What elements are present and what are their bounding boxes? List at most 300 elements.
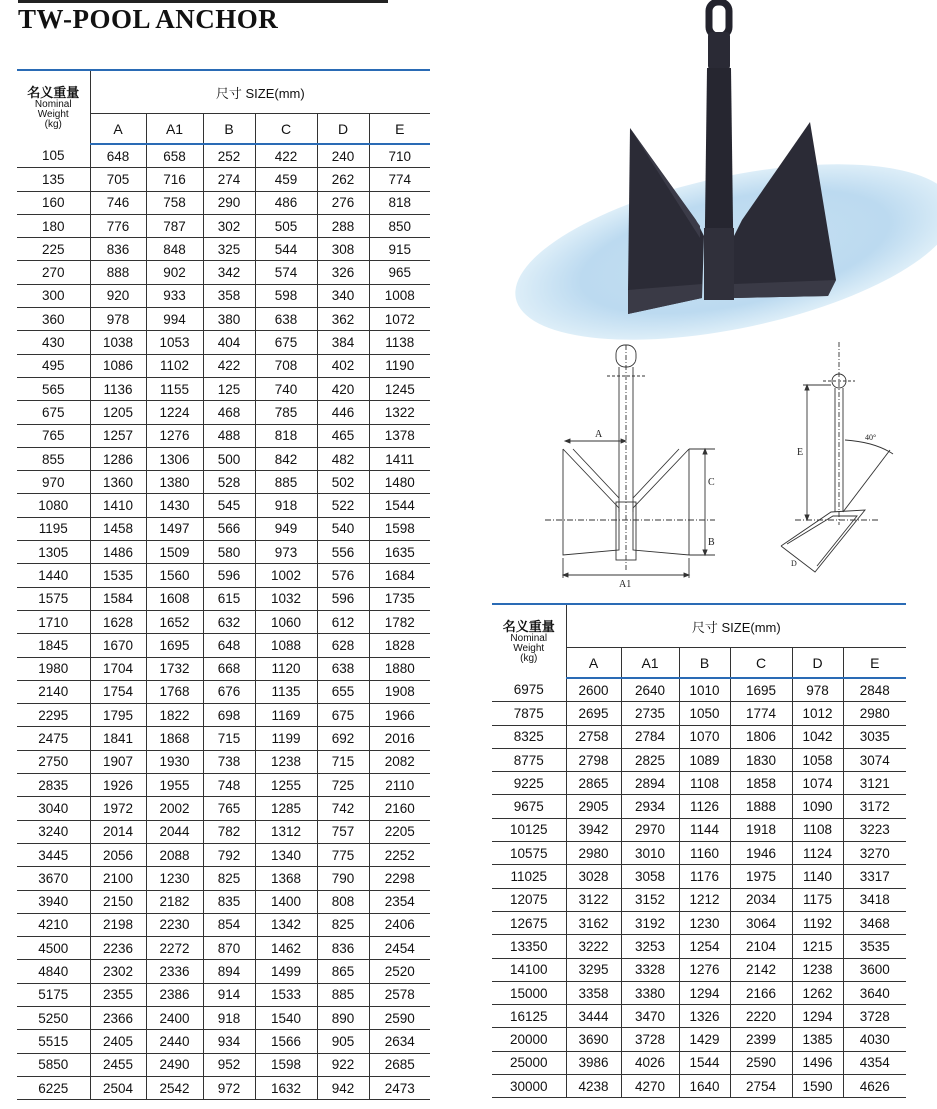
size-cell: 1695 [146,634,203,657]
size-cell: 2205 [369,820,430,843]
size-cell: 2056 [90,843,146,866]
size-cell: 1286 [90,447,146,470]
anchor-body [628,2,836,314]
size-cell: 2405 [90,1030,146,1053]
size-cell: 2272 [146,937,203,960]
table-row [17,354,430,377]
size-cell: 2934 [621,795,679,818]
table-row [492,888,906,911]
table-row [492,748,906,771]
size-cell: 2160 [369,797,430,820]
size-cell: 775 [317,843,369,866]
size-cell: 1540 [255,1006,317,1029]
weight-header-en1: Nominal [34,98,72,110]
size-cell: 3418 [843,888,906,911]
table-row [17,913,430,936]
size-cell: 274 [203,168,255,191]
size-cell: 1245 [369,377,430,400]
size-cell: 1322 [369,401,430,424]
table-row [17,168,430,191]
weight-cell: 10575 [492,842,566,865]
weight-cell: 1710 [17,610,90,633]
size-cell: 262 [317,168,369,191]
size-cell: 1126 [679,795,730,818]
table-row [492,818,906,841]
size-cell: 1090 [792,795,843,818]
size-cell: 850 [369,214,430,237]
size-cell: 1640 [679,1075,730,1098]
table-row [17,541,430,564]
table-row [17,1053,430,1076]
size-cell: 2590 [369,1006,430,1029]
size-cell: 1975 [730,865,792,888]
size-cell: 638 [317,657,369,680]
size-cell: 1215 [792,935,843,958]
anchor-dimension-drawing [535,340,905,590]
table-row [17,983,430,1006]
size-cell: 3064 [730,911,792,934]
size-cell: 952 [203,1053,255,1076]
size-cell: 918 [255,494,317,517]
size-cell: 2220 [730,1005,792,1028]
size-cell: 2848 [843,678,906,702]
size-cell: 1089 [679,748,730,771]
size-cell: 2355 [90,983,146,1006]
size-cell: 1120 [255,657,317,680]
size-cell: 972 [203,1076,255,1099]
size-cell: 2980 [566,842,621,865]
table-row [17,284,430,307]
size-cell: 890 [317,1006,369,1029]
size-cell: 1411 [369,447,430,470]
table-row [17,308,430,331]
size-cell: 1124 [792,842,843,865]
size-cell: 1462 [255,937,317,960]
weight-cell: 1195 [17,517,90,540]
size-cell: 842 [255,447,317,470]
size-cell: 2542 [146,1076,203,1099]
size-cell: 676 [203,680,255,703]
weight-cell: 12075 [492,888,566,911]
size-cell: 1735 [369,587,430,610]
size-cell: 3035 [843,725,906,748]
size-cell: 574 [255,261,317,284]
table-row [17,424,430,447]
weight-cell: 565 [17,377,90,400]
size-cell: 422 [203,354,255,377]
size-cell: 2894 [621,772,679,795]
size-cell: 675 [317,704,369,727]
size-cell: 4270 [621,1075,679,1098]
size-cell: 3028 [566,865,621,888]
table-row [17,634,430,657]
size-cell: 1294 [679,981,730,1004]
size-cell: 922 [317,1053,369,1076]
size-cell: 340 [317,284,369,307]
size-cell: 1176 [679,865,730,888]
size-cell: 3192 [621,911,679,934]
weight-cell: 2295 [17,704,90,727]
size-cell: 1652 [146,610,203,633]
spec-table-1-body [17,144,430,1100]
size-cell: 1868 [146,727,203,750]
col-header-2-c: C [730,648,792,679]
size-cell: 758 [146,191,203,214]
size-cell: 2400 [146,1006,203,1029]
weight-cell: 2475 [17,727,90,750]
size-cell: 482 [317,447,369,470]
size-cell: 1070 [679,725,730,748]
size-cell: 1175 [792,888,843,911]
size-cell: 1074 [792,772,843,795]
size-cell: 1926 [90,774,146,797]
size-cell: 502 [317,471,369,494]
table-row [17,471,430,494]
size-cell: 1830 [730,748,792,771]
size-cell: 2504 [90,1076,146,1099]
size-cell: 2454 [369,937,430,960]
size-cell: 2016 [369,727,430,750]
size-cell: 2490 [146,1053,203,1076]
size-cell: 1135 [255,680,317,703]
size-cell: 468 [203,401,255,424]
table-row [492,1075,906,1098]
size-cell: 2014 [90,820,146,843]
size-cell: 1385 [792,1028,843,1051]
table-row [492,981,906,1004]
size-cell: 1224 [146,401,203,424]
size-cell: 1230 [679,911,730,934]
size-cell: 1088 [255,634,317,657]
size-cell: 500 [203,447,255,470]
size-cell: 708 [255,354,317,377]
table-row [17,960,430,983]
size-cell: 2236 [90,937,146,960]
weight-cell: 2140 [17,680,90,703]
size-cell: 2142 [730,958,792,981]
dim-label-angle: 40° [865,433,877,442]
size-cell: 885 [255,471,317,494]
size-cell: 1140 [792,865,843,888]
size-cell: 1590 [792,1075,843,1098]
size-cell: 1199 [255,727,317,750]
size-cell: 125 [203,377,255,400]
size-cell: 3172 [843,795,906,818]
size-cell: 2735 [621,702,679,725]
size-cell: 1908 [369,680,430,703]
size-cell: 776 [90,214,146,237]
weight-cell: 10125 [492,818,566,841]
size-cell: 4030 [843,1028,906,1051]
size-cell: 1326 [679,1005,730,1028]
size-cell: 1774 [730,702,792,725]
size-cell: 757 [317,820,369,843]
size-cell: 825 [317,913,369,936]
size-cell: 1410 [90,494,146,517]
size-cell: 522 [317,494,369,517]
size-cell: 488 [203,424,255,447]
size-cell: 738 [203,750,255,773]
size-cell: 2298 [369,867,430,890]
col-header-2-b: B [679,648,730,679]
col-header-2-d: D [792,648,843,679]
weight-cell: 5175 [17,983,90,1006]
size-cell: 2110 [369,774,430,797]
size-cell: 288 [317,214,369,237]
size-cell: 615 [203,587,255,610]
size-cell: 1544 [679,1051,730,1074]
size-cell: 2150 [90,890,146,913]
size-cell: 668 [203,657,255,680]
size-cell: 3253 [621,935,679,958]
weight-cell: 9225 [492,772,566,795]
table-row [492,865,906,888]
size-cell: 894 [203,960,255,983]
size-cell: 1670 [90,634,146,657]
size-cell: 2104 [730,935,792,958]
size-cell: 1008 [369,284,430,307]
size-cell: 854 [203,913,255,936]
size-cell: 2399 [730,1028,792,1051]
table-row [17,727,430,750]
size-cell: 1155 [146,377,203,400]
size-cell: 325 [203,238,255,261]
size-cell: 612 [317,610,369,633]
size-cell: 1795 [90,704,146,727]
weight-cell: 7875 [492,702,566,725]
weight-header-unit: (kg) [44,118,62,130]
size-cell: 486 [255,191,317,214]
size-cell: 446 [317,401,369,424]
size-cell: 2082 [369,750,430,773]
size-cell: 675 [255,331,317,354]
size-cell: 1458 [90,517,146,540]
size-cell: 1828 [369,634,430,657]
size-cell: 1566 [255,1030,317,1053]
table-row [17,774,430,797]
size-cell: 4026 [621,1051,679,1074]
size-cell: 3122 [566,888,621,911]
size-cell: 402 [317,354,369,377]
size-cell: 4354 [843,1051,906,1074]
weight-cell: 5850 [17,1053,90,1076]
weight-cell: 3040 [17,797,90,820]
size-cell: 384 [317,331,369,354]
table-row [17,680,430,703]
weight-cell: 360 [17,308,90,331]
weight-cell: 160 [17,191,90,214]
size-cell: 302 [203,214,255,237]
table-row [17,750,430,773]
table-row [17,401,430,424]
size-cell: 1782 [369,610,430,633]
weight-cell: 4210 [17,913,90,936]
size-cell: 3728 [843,1005,906,1028]
size-cell: 566 [203,517,255,540]
size-cell: 3010 [621,842,679,865]
size-cell: 3222 [566,935,621,958]
size-cell: 545 [203,494,255,517]
size-cell: 3470 [621,1005,679,1028]
size-cell: 3358 [566,981,621,1004]
weight-header-2-en2: Weight [513,642,545,654]
size-cell: 710 [369,144,430,168]
spec-table-2-body [492,678,906,1098]
size-cell: 2980 [843,702,906,725]
size-cell: 818 [369,191,430,214]
size-cell: 2758 [566,725,621,748]
size-cell: 1102 [146,354,203,377]
size-cell: 2034 [730,888,792,911]
size-cell: 1632 [255,1076,317,1099]
size-cell: 2600 [566,678,621,702]
size-cell: 1212 [679,888,730,911]
size-cell: 774 [369,168,430,191]
size-cell: 808 [317,890,369,913]
size-cell: 915 [369,238,430,261]
size-cell: 632 [203,610,255,633]
size-cell: 2865 [566,772,621,795]
weight-cell: 5515 [17,1030,90,1053]
size-cell: 1806 [730,725,792,748]
dim-label-e: E [797,447,804,458]
size-cell: 1400 [255,890,317,913]
size-cell: 2685 [369,1053,430,1076]
size-cell: 1378 [369,424,430,447]
size-cell: 2100 [90,867,146,890]
page-title: TW-POOL ANCHOR [18,4,279,34]
table-row [17,867,430,890]
size-cell: 4238 [566,1075,621,1098]
size-cell: 1190 [369,354,430,377]
table-row [17,494,430,517]
size-cell: 2695 [566,702,621,725]
size-cell: 2455 [90,1053,146,1076]
table-row [17,657,430,680]
table-row [17,937,430,960]
size-cell: 836 [317,937,369,960]
size-cell: 1918 [730,818,792,841]
size-cell: 380 [203,308,255,331]
size-cell: 2970 [621,818,679,841]
table-row [17,1006,430,1029]
table-row [17,261,430,284]
size-cell: 836 [90,238,146,261]
weight-cell: 8775 [492,748,566,771]
size-cell: 1368 [255,867,317,890]
size-cell: 2905 [566,795,621,818]
size-cell: 1053 [146,331,203,354]
size-cell: 2590 [730,1051,792,1074]
size-cell: 1695 [730,678,792,702]
size-cell: 1544 [369,494,430,517]
size-cell: 1955 [146,774,203,797]
table-row [492,1028,906,1051]
size-cell: 705 [90,168,146,191]
size-cell: 3328 [621,958,679,981]
size-cell: 1841 [90,727,146,750]
size-cell: 342 [203,261,255,284]
weight-cell: 2750 [17,750,90,773]
size-cell: 252 [203,144,255,168]
size-cell: 358 [203,284,255,307]
weight-cell: 1845 [17,634,90,657]
size-cell: 638 [255,308,317,331]
size-cell: 1486 [90,541,146,564]
size-cell: 3444 [566,1005,621,1028]
size-cell: 576 [317,564,369,587]
size-cell: 2754 [730,1075,792,1098]
col-header-a1: A1 [146,114,203,145]
size-cell: 1496 [792,1051,843,1074]
size-cell: 3728 [621,1028,679,1051]
table-row [17,1076,430,1099]
table-row [17,144,430,168]
weight-cell: 3940 [17,890,90,913]
size-cell: 1533 [255,983,317,1006]
size-cell: 934 [203,1030,255,1053]
dim-label-d: D [791,559,797,568]
size-cell: 3074 [843,748,906,771]
table-row [17,610,430,633]
weight-cell: 1575 [17,587,90,610]
size-cell: 1704 [90,657,146,680]
size-cell: 1768 [146,680,203,703]
table-row [492,725,906,748]
col-header-b: B [203,114,255,145]
size-cell: 2302 [90,960,146,983]
size-cell: 1946 [730,842,792,865]
weight-header-2-en1: Nominal [510,632,548,644]
col-header-2-a: A [566,648,621,679]
size-cell: 1257 [90,424,146,447]
weight-cell: 225 [17,238,90,261]
table-row [492,1005,906,1028]
table-row [17,377,430,400]
weight-header [17,70,90,144]
size-cell: 1160 [679,842,730,865]
size-cell: 848 [146,238,203,261]
size-cell: 725 [317,774,369,797]
size-cell: 1628 [90,610,146,633]
size-cell: 1635 [369,541,430,564]
size-cell: 1276 [679,958,730,981]
table-row [17,564,430,587]
weight-cell: 4500 [17,937,90,960]
weight-cell: 4840 [17,960,90,983]
size-cell: 596 [317,587,369,610]
size-cell: 420 [317,377,369,400]
size-cell: 1230 [146,867,203,890]
size-cell: 1010 [679,678,730,702]
size-cell: 716 [146,168,203,191]
table-row [17,214,430,237]
table-row [492,911,906,934]
table-row [17,890,430,913]
weight-cell: 3670 [17,867,90,890]
col-header-a: A [90,114,146,145]
size-cell: 2634 [369,1030,430,1053]
size-cell: 3270 [843,842,906,865]
size-cell: 1560 [146,564,203,587]
weight-header-2-cn: 名义重量 [502,618,555,634]
weight-header-2-unit: (kg) [520,652,538,664]
weight-cell: 3445 [17,843,90,866]
size-cell: 2473 [369,1076,430,1099]
table-row [17,587,430,610]
size-cell: 715 [203,727,255,750]
weight-cell: 5250 [17,1006,90,1029]
